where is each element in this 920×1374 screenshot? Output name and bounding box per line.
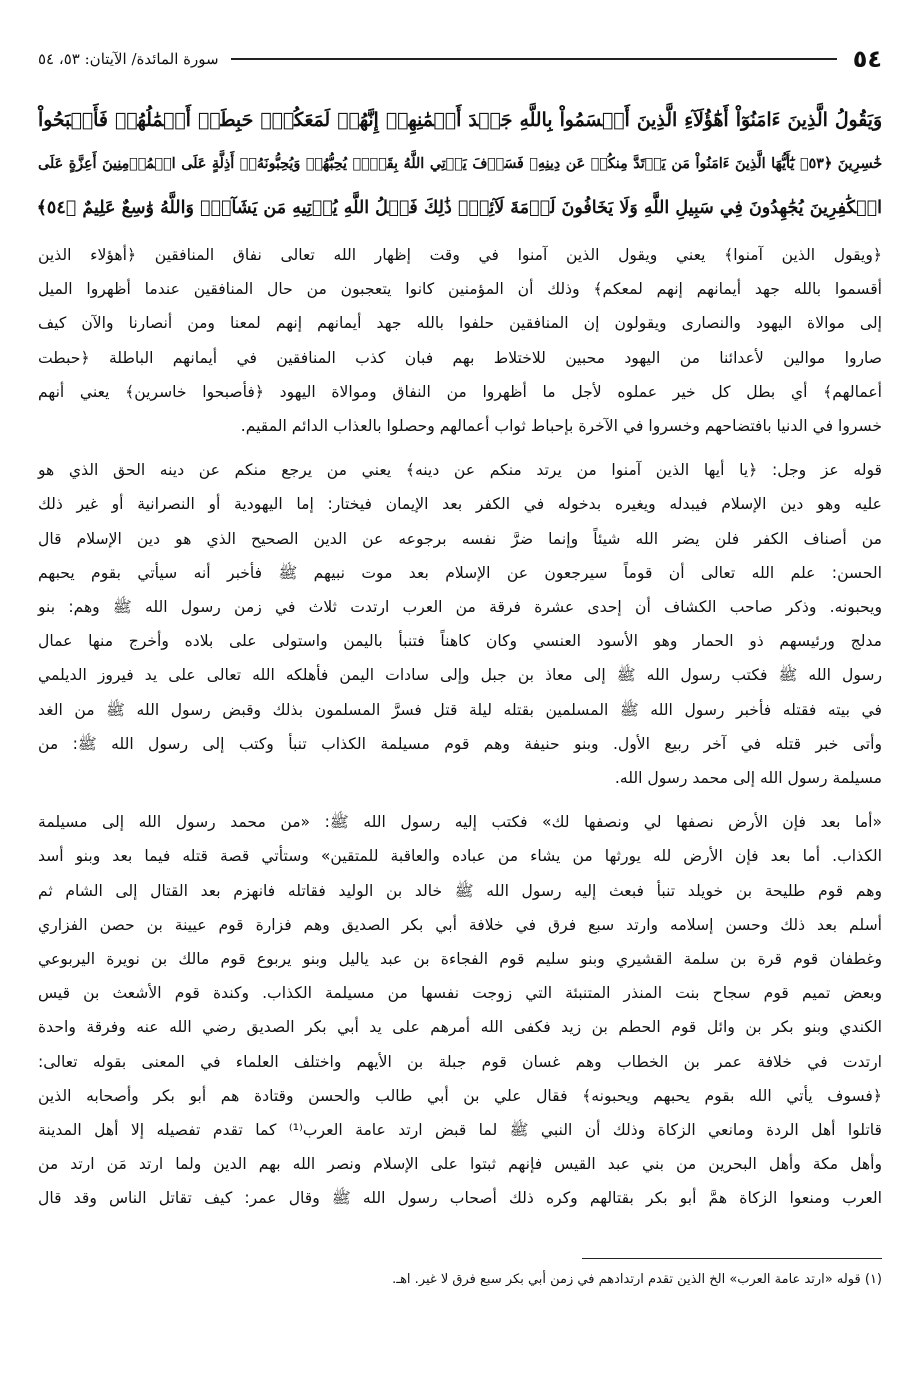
- text-line: قوله عز وجل: ﴿يا أيها الذين آمنوا من يرتد منكم عن دينه﴾ يعني من يرجع منكم عن دينه الحق الذي هو: [38, 461, 882, 480]
- text-line: وبعض تميم قوم سجاح بنت المنذر المتنبئة التي زوجت نفسها من مسيلمة الكذاب. وكندة قوم الأشعث بن قيس: [38, 984, 882, 1003]
- quran-line: خَٰسِرِينَ ﴿٥٣﴾ يَٰٓأَيُّهَا الَّذِينَ ءَامَنُواْ مَن يَرۡتَدَّ مِنكُمۡ عَن دِينِهِۦ فَسَوۡفَ يَأۡتِي اللَّهُ بِقَوۡمٖ يُحِبُّهُمۡ وَيُحِبُّونَهُۥٓ أَذِلَّةٍ عَلَى الۡمُؤۡمِنِينَ أَعِزَّةٍ عَلَى: [38, 156, 882, 172]
- text-line: الكذاب. أما بعد فإن الأرض لله يورثها من يشاء من عباده والعاقبة للمتقين» وستأتي قصة قتله فيما بعد وبنو أسد: [38, 847, 882, 866]
- text-line: ﴿ويقول الذين آمنوا﴾ يعني ويقول الذين آمنوا في وقت إظهار الله تعالى نفاق المنافقين ﴿أهؤلاء الذين: [38, 246, 882, 264]
- text-line: ارتدت في خلافة عمر بن الخطاب وهم غسان قوم جبلة بن الأيهم واختلف العلماء في المعنى بقوله تعالى:: [38, 1052, 882, 1071]
- page-number: ٥٤: [852, 45, 882, 73]
- text-line: الحسن: علم الله تعالى أن قوماً سيرجعون عن الإسلام بعد موت نبيهم ﷺ فأخبر أنه سيأتي بقوم يحبهم: [38, 563, 882, 582]
- text-line: صاروا موالين لأعدائنا من اليهود محبين للاختلاط بهم فبان كذب المنافقين في أيمانهم الباطلة ﴿حبطت: [38, 348, 882, 367]
- text-line: خسروا في الدنيا بافتضاحهم وخسروا في الآخرة بإحباط ثواب أعمالهم وحصلوا بالعذاب الدائم المقيم.: [240, 417, 882, 436]
- text-line: أسلم بعد ذلك وحسن إسلامه وارتد سبع فرق في خلافة أبي بكر الصديق وهم فزارة قوم عيينة بن حصن الفزاري: [38, 915, 882, 934]
- text-line: «أما بعد فإن الأرض نصفها لي ونصفها لك» فكتب إليه رسول الله ﷺ: «من محمد رسول الله إلى مسيلمة: [38, 813, 882, 832]
- text-line: ويحبونه. وذكر صاحب الكشاف أن إحدى عشرة فرقة من العرب ارتدت ثلاث في زمن رسول الله ﷺ وهم: بنو: [38, 598, 882, 617]
- quran-line: الۡكَٰفِرِينَ يُجَٰهِدُونَ فِي سَبِيلِ اللَّهِ وَلَا يَخَافُونَ لَوۡمَةَ لَآئِمٖۚ ذَٰلِكَ فَضۡلُ اللَّهِ يُؤۡتِيهِ مَن يَشَآءُۚ وَاللَّهُ وَٰسِعٌ عَلِيمٌ ﴿٥٤﴾: [36, 198, 882, 218]
- text-line: أعمالهم﴾ أي بطل كل خير عملوه لأجل ما أظهروا من النفاق وموالاة اليهود ﴿فأصبحوا خاسرين﴾ يعني أنهم: [38, 382, 882, 401]
- text-line: في بيته فقتله فأخبر رسول الله ﷺ المسلمين بقتله ليلة قتل فسرَّ المسلمون بذلك وقبض رسول الله ﷺ من الغد: [38, 700, 882, 719]
- commentary-paragraph: [38, 453, 882, 795]
- commentary: [38, 238, 882, 1216]
- page-header: [38, 42, 882, 76]
- quran-line: وَيَقُولُ الَّذِينَ ءَامَنُوٓاْ أَهَٰٓؤُلَآءِ الَّذِينَ أَقۡسَمُواْ بِاللَّهِ جَهۡدَ أَيۡمَٰنِهِمۡ إِنَّهُمۡ لَمَعَكُمۡۚ حَبِطَتۡ أَعۡمَٰلُهُمۡ فَأَصۡبَحُواْ: [38, 109, 882, 131]
- commentary-paragraph: [38, 805, 882, 1215]
- text-line: مدلج ورئيسهم ذو الحمار وهو الأسود العنسي وكان كاهناً فتنبأ باليمن واستولى على بلاده وأخرج منها عمال: [38, 632, 882, 651]
- footnote: (١) قوله «ارتد عامة العرب» الخ الذين تقدم ارتدادهم في زمن أبي بكر سبع فرق لا غير. اهـ.: [392, 1272, 882, 1287]
- text-line: رسول الله ﷺ فكتب رسول الله ﷺ إلى معاذ بن جبل وإلى سادات اليمن فأهلكه الله تعالى على يد فيروز الديلمي: [38, 666, 882, 685]
- text-line: وهم قوم طليحة بن خويلد تنبأ فبعث إليه رسول الله ﷺ خالد بن الوليد فقاتله فانهزم بعد القتال إلى الشام ثم: [38, 881, 882, 900]
- footnote-separator: [582, 1258, 882, 1259]
- text-line: الكندي وبنو بكر بن وائل قوم الحطم بن زيد فكفى الله أمرهم على يد أبي بكر الصديق رضي الله عنه وفرقة واحدة: [38, 1018, 882, 1037]
- commentary-paragraph: [38, 238, 882, 443]
- running-title: سورة المائدة/ الآيتان: ٥٣، ٥٤: [38, 50, 219, 68]
- text-line: أقسموا بالله جهد أيمانهم إنهم لمعكم﴾ وذلك أن المؤمنين كانوا يتعجبون من حال المنافقين عندما أظهروا الميل: [38, 280, 882, 299]
- text-line: إلى موالاة اليهود والنصارى ويقولون إن المنافقين حلفوا بالله جهد أيمانهم إنهم لمعنا ومن أنصارنا والآن كيف: [38, 314, 882, 333]
- text-line: مسيلمة رسول الله إلى محمد رسول الله.: [614, 769, 882, 788]
- text-line: عليه وهو دين الإسلام فيبدله ويغيره بدخوله في الكفر بعد الإيمان فيختار: إما اليهودية أو النصرانية أو غير ذلك: [38, 495, 882, 514]
- text-line: وأتى خبر قتله في آخر ربيع الأول. وبنو حنيفة وهم قوم مسيلمة الكذاب تنبأ وكتب إلى رسول الله ﷺ: من: [38, 734, 882, 753]
- text-line: من أصناف الكفر فلن يضر الله شيئاً وإنما ضرَّ نفسه برجوعه عن الدين الصحيح الذي هو دين الإسلام قال: [38, 529, 882, 548]
- text-line: قاتلوا أهل الردة ومانعي الزكاة وذلك أن النبي ﷺ لما قبض ارتد عامة العرب⁽¹⁾ كما تقدم تفصيله إلا أهل المدينة: [38, 1121, 882, 1140]
- text-line: ﴿فسوف يأتي الله بقوم يحبهم ويحبونه﴾ فقال علي بن أبي طالب والحسن وقتادة هم أبو بكر وأصحابه الذين: [38, 1086, 882, 1105]
- text-line: وأهل مكة وأهل البحرين من بني عبد القيس فإنهم ثبتوا على الإسلام ونصر الله بهم الدين ولما ارتد مَن ارتد من: [38, 1155, 882, 1174]
- text-line: وغطفان قوم قرة بن سلمة القشيري وبنو سليم قوم الفجاءة بن عبد ياليل وبنو يربوع قوم مالك بن نويرة اليربوعي: [38, 950, 882, 969]
- quran-verses: [38, 98, 882, 230]
- header-rule: [231, 58, 837, 60]
- text-line: العرب ومنعوا الزكاة همَّ أبو بكر بقتالهم وكره ذلك أصحاب رسول الله ﷺ وقال عمر: كيف تقاتل الناس وقد قال: [38, 1189, 882, 1208]
